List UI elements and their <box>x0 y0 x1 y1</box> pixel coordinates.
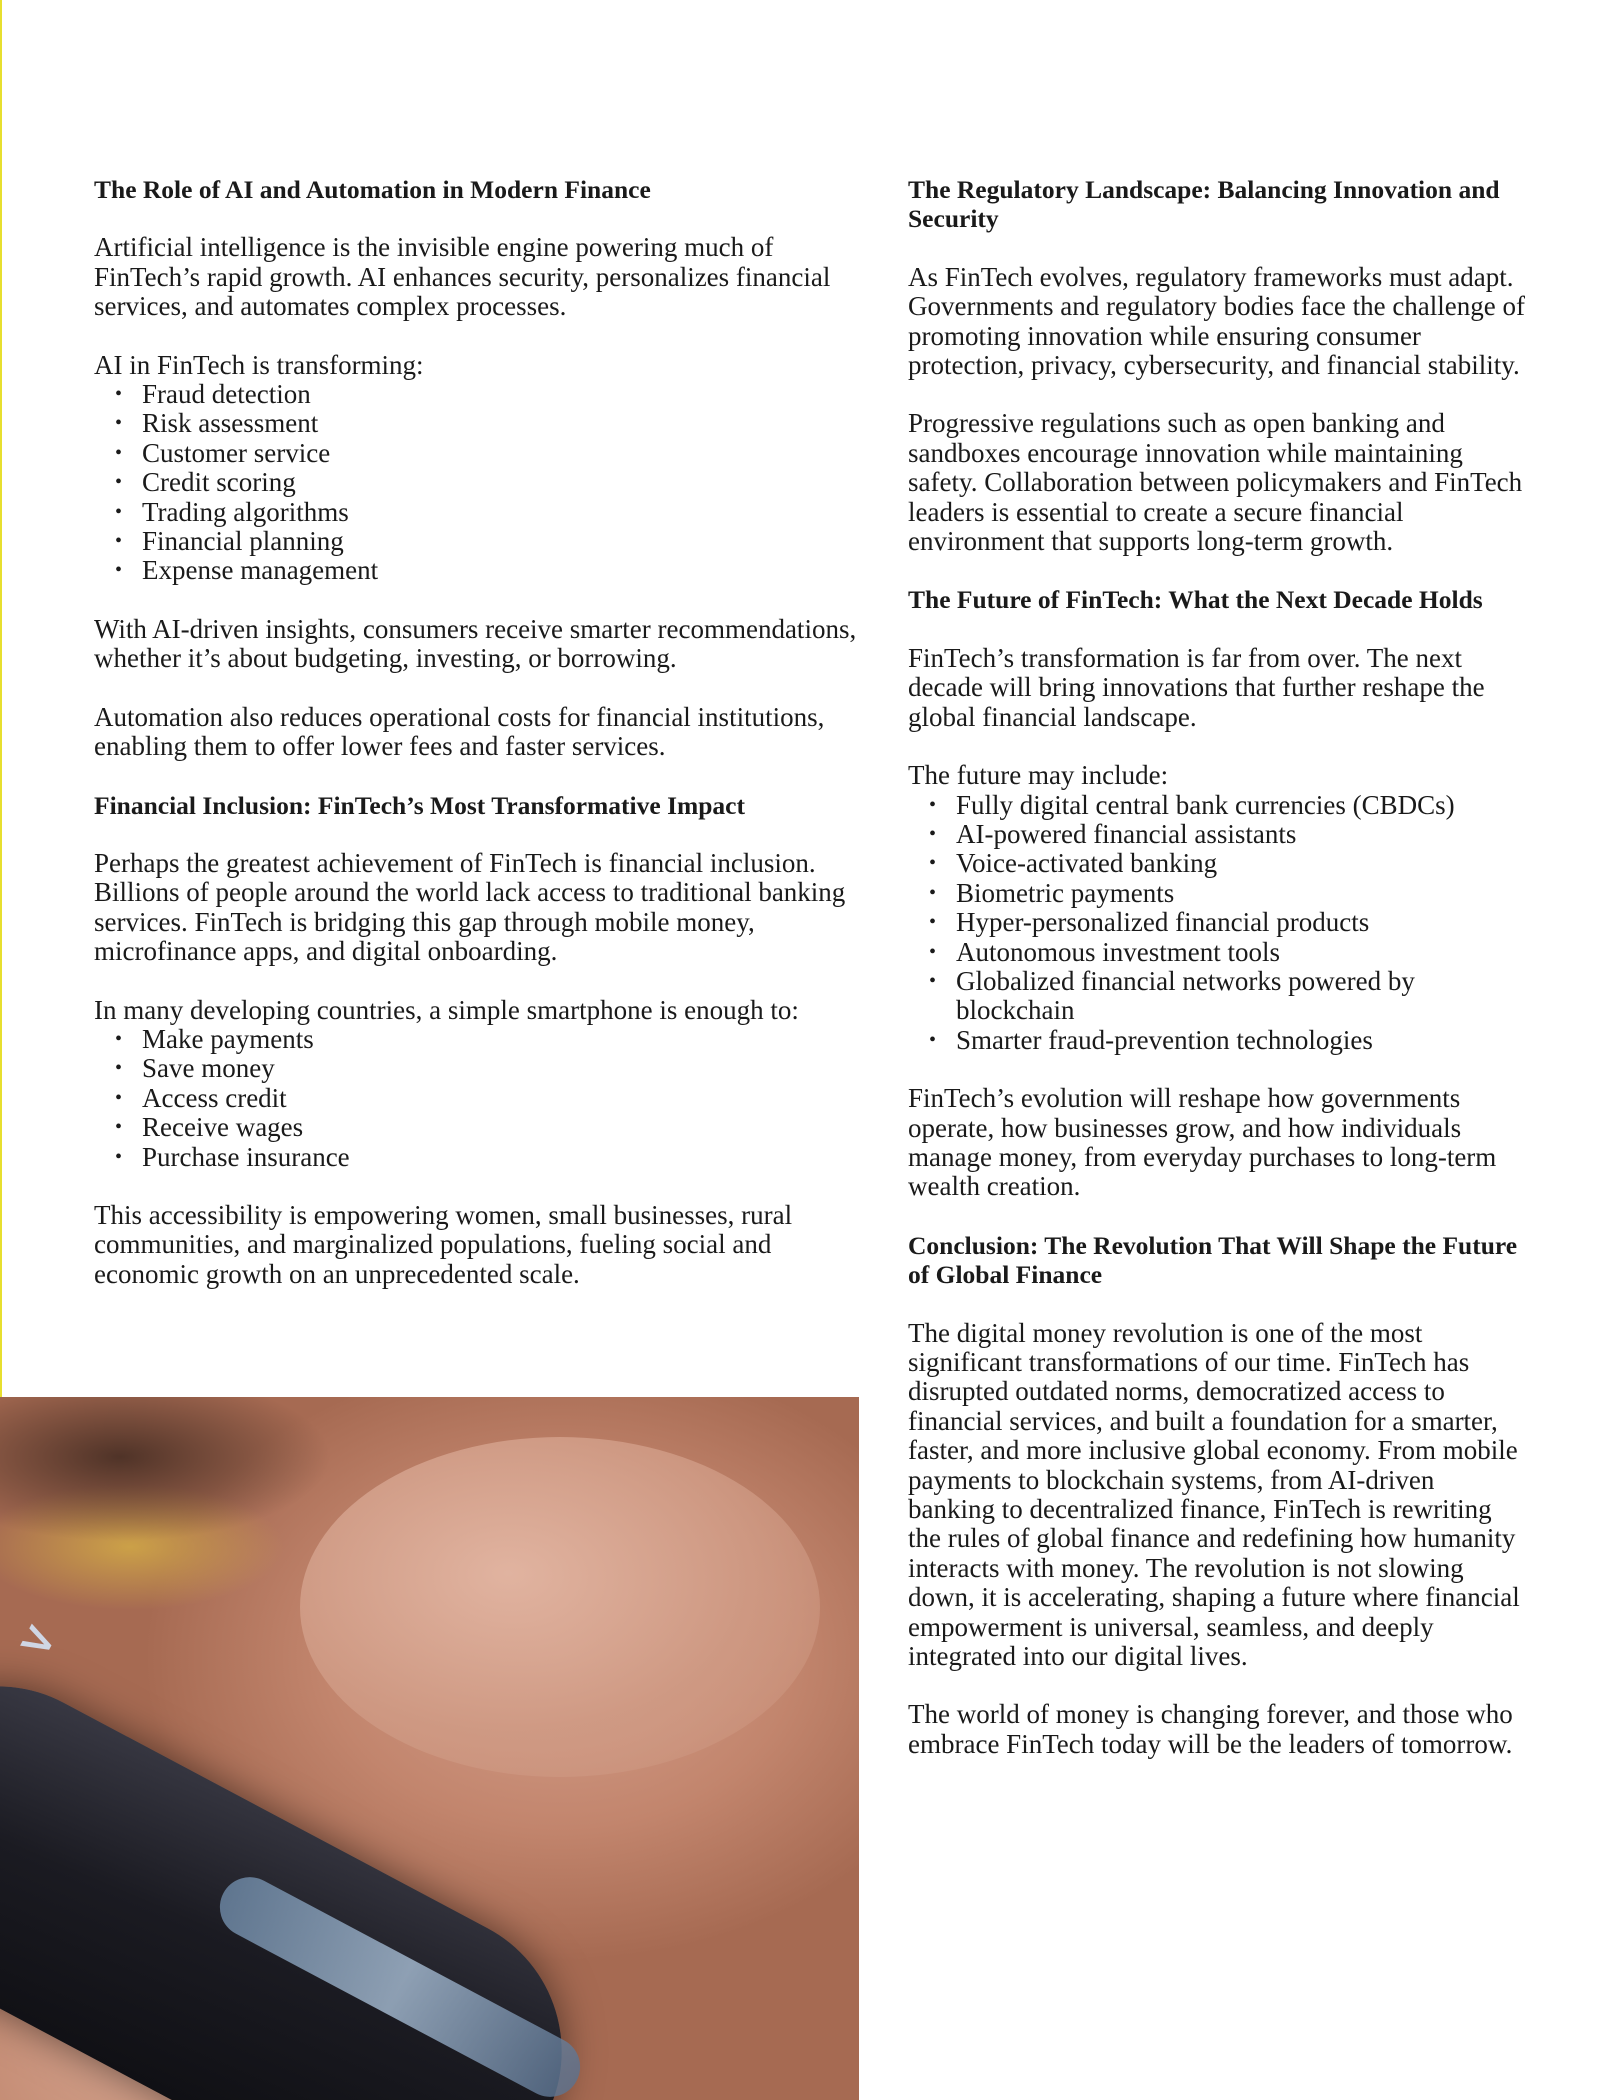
list-item: • Hyper-personalized financial products <box>956 908 1528 937</box>
list-item: • Globalized financial networks powered by blockchain <box>956 967 1528 1026</box>
paragraph: FinTech’s transformation is far from over. The next decade will bring innovations that further reshape the global financial landscape. <box>908 642 1485 732</box>
list-item: • Save money <box>142 1054 864 1083</box>
heading-financial-inclusion: Financial Inclusion: FinTech’s Most Transformative Impact <box>94 790 745 820</box>
paragraph: With AI-driven insights, consumers receive smarter recommendations, whether it’s about budgeting, investing, or borrowing. <box>94 613 857 674</box>
heading-ai-automation: The Role of AI and Automation in Modern Finance <box>94 175 651 204</box>
list-item: • Receive wages <box>142 1113 864 1142</box>
list-item: • Biometric payments <box>956 879 1528 908</box>
list-item: • Access credit <box>142 1084 864 1113</box>
paragraph: Perhaps the greatest achievement of FinTech is financial inclusion. Billions of people around the world lack access to traditional banking services. FinTech is bridging this gap through mobile money, microfinance apps, and digital onboarding. <box>94 847 846 967</box>
ai-transform-list <box>94 380 864 586</box>
paragraph: The world of money is changing forever, and those who embrace FinTech today will be the leaders of tomorrow. <box>908 1699 1513 1759</box>
paragraph: This accessibility is empowering women, small businesses, rural communities, and marginalized populations, fueling social and economic growth on an unprecedented scale. <box>94 1199 793 1289</box>
list-lead: The future may include: <box>908 760 1169 791</box>
future-list <box>908 791 1528 1056</box>
right-column <box>908 175 1528 1788</box>
heading-conclusion: Conclusion: The Revolution That Will Shape the Future of Global Finance <box>908 1230 1518 1290</box>
photo-hand-holding-phone <box>0 1397 859 2100</box>
list-item: • AI-powered financial assistants <box>956 820 1528 849</box>
list-item: • Customer service <box>142 439 864 468</box>
heading-regulatory-landscape: The Regulatory Landscape: Balancing Innovation and Security <box>908 175 1500 234</box>
list-item: • Credit scoring <box>142 468 864 497</box>
list-item: • Financial planning <box>142 527 864 556</box>
list-lead: In many developing countries, a simple smartphone is enough to: <box>94 994 799 1025</box>
paragraph: Progressive regulations such as open banking and sandboxes encourage innovation while maintaining safety. Collaboration between policymakers and FinTech leaders is essential to create a secure financial environment that supports long-term growth. <box>908 408 1523 557</box>
list-item: • Make payments <box>142 1025 864 1054</box>
list-item: • Risk assessment <box>142 409 864 438</box>
paragraph: As FinTech evolves, regulatory frameworks must adapt. Governments and regulatory bodies face the challenge of promoting innovation while ensuring consumer protection, privacy, cybersecurity, and financial stability. <box>908 261 1526 381</box>
accent-rule <box>0 0 2 1398</box>
paragraph: FinTech’s evolution will reshape how governments operate, how businesses grow, and how individuals manage money, from everyday purchases to long-term wealth creation. <box>908 1083 1497 1202</box>
smartphone-uses-list <box>94 1025 864 1172</box>
list-item: • Autonomous investment tools <box>956 938 1528 967</box>
paragraph: The digital money revolution is one of the most significant transformations of our time. FinTech has disrupted outdated norms, democratized access to financial services, and built a foundation for a smarter, faster, and more inclusive global economy. From mobile payments to blockchain systems, from AI-driven banking to decentralized finance, FinTech is rewriting the rules of global finance and redefining how humanity interacts with money. The revolution is not slowing down, it is accelerating, shaping a future where financial empowerment is universal, seamless, and deeply integrated into our digital lives. <box>908 1317 1520 1672</box>
list-item: • Purchase insurance <box>142 1143 864 1172</box>
paragraph: Automation also reduces operational costs for financial institutions, enabling them to offer lower fees and faster services. <box>94 701 825 762</box>
list-item: • Fully digital central bank currencies (CBDCs) <box>956 791 1528 820</box>
paragraph: Artificial intelligence is the invisible engine powering much of FinTech’s rapid growth. AI enhances security, personalizes financial services, and automates complex processes. <box>94 232 831 322</box>
list-item: • Fraud detection <box>142 380 864 409</box>
list-item: • Expense management <box>142 556 864 585</box>
list-item: • Trading algorithms <box>142 498 864 527</box>
phone-screen-glyph: > <box>10 1609 67 1672</box>
thumb-shape <box>300 1437 820 1777</box>
list-item: • Voice-activated banking <box>956 849 1528 878</box>
left-column <box>94 175 864 1318</box>
heading-future-of-fintech: The Future of FinTech: What the Next Decade Holds <box>908 585 1483 615</box>
list-item: • Smarter fraud-prevention technologies <box>956 1026 1528 1055</box>
list-lead: AI in FinTech is transforming: <box>94 349 424 380</box>
